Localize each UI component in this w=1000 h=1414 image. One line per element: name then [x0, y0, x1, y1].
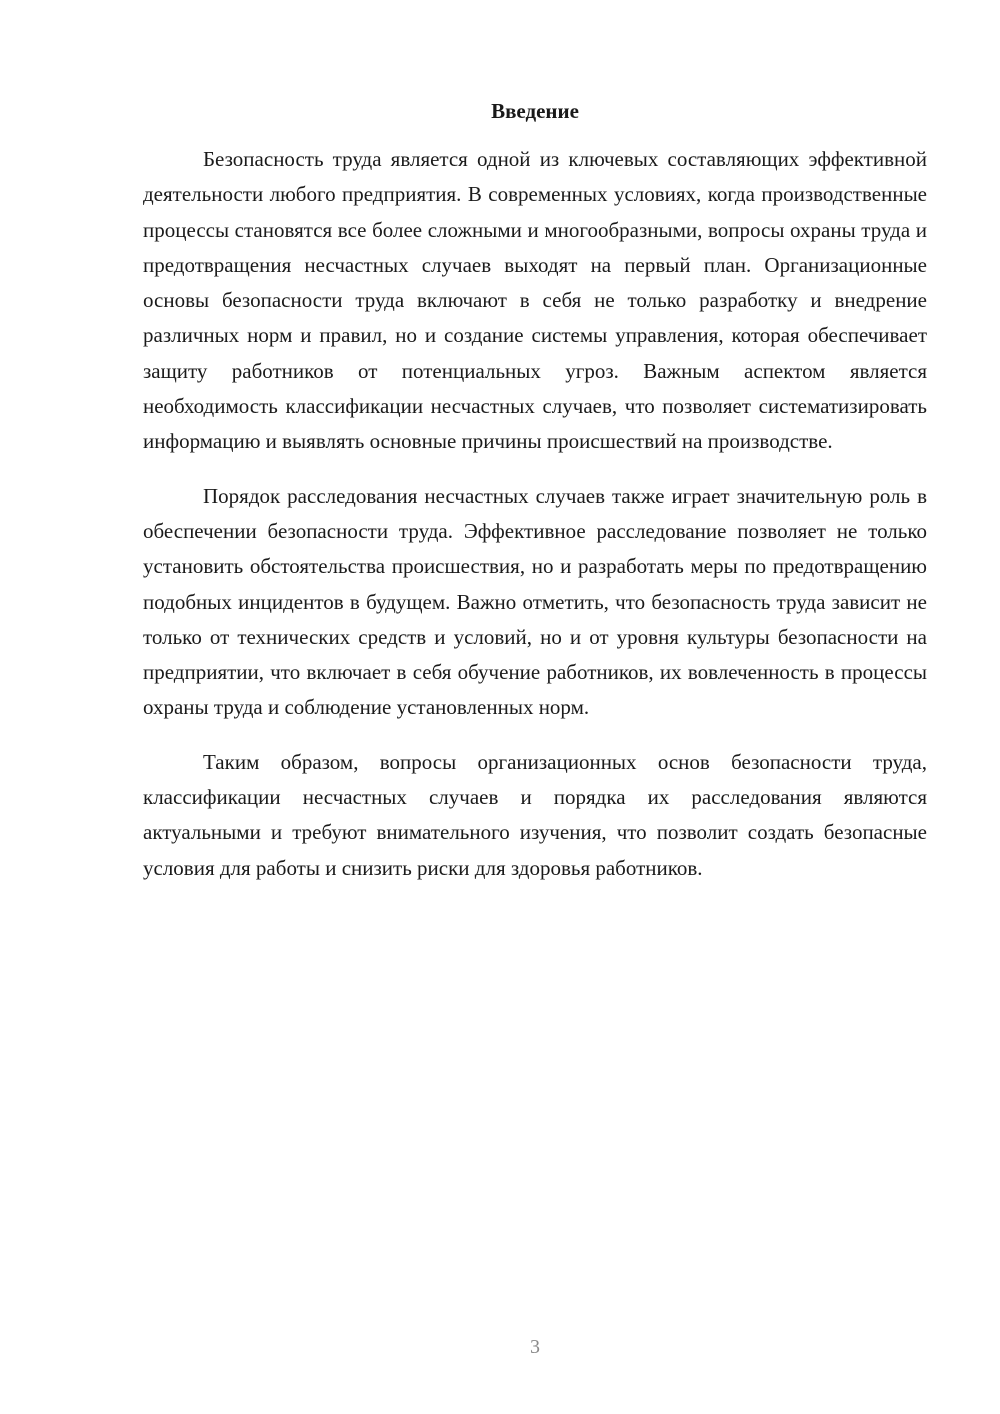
body-text [143, 142, 927, 886]
page-title: Введение [491, 99, 579, 123]
paragraph-1: Безопасность труда является одной из ключевых составляющих эффективной деятельности любого предприятия. В современных условиях, когда производственные процессы становятся все более сложными и многообразными, вопросы охраны труда и предотвращения несчастных случаев выходят на первый план. Организационные основы безопасности труда включают в себя не только разработку и внедрение различных норм и правил, но и создание системы управления, которая обеспечивает защиту работников от потенциальных угроз. Важным аспектом является необходимость классификации несчастных случаев, что позволяет систематизировать информацию и выявлять основные причины происшествий на производстве. [143, 147, 927, 454]
paragraph-3: Таким образом, вопросы организационных основ безопасности труда, классификации несчастных случаев и порядка их расследования являются актуальными и требуют внимательного изучения, что позволит создать безопасные условия для работы и снизить риски для здоровья работников. [143, 749, 927, 880]
page-number: 3 [530, 1336, 540, 1358]
paragraph-2: Порядок расследования несчастных случаев также играет значительную роль в обеспечении безопасности труда. Эффективное расследование позволяет не только установить обстоятельства происшествия, но и разработать меры по предотвращению подобных инцидентов в будущем. Важно отметить, что безопасность труда зависит не только от технических средств и условий, но и от уровня культуры безопасности на предприятии, что включает в себя обучение работников, их вовлеченность в процессы охраны труда и соблюдение установленных норм. [143, 483, 927, 720]
